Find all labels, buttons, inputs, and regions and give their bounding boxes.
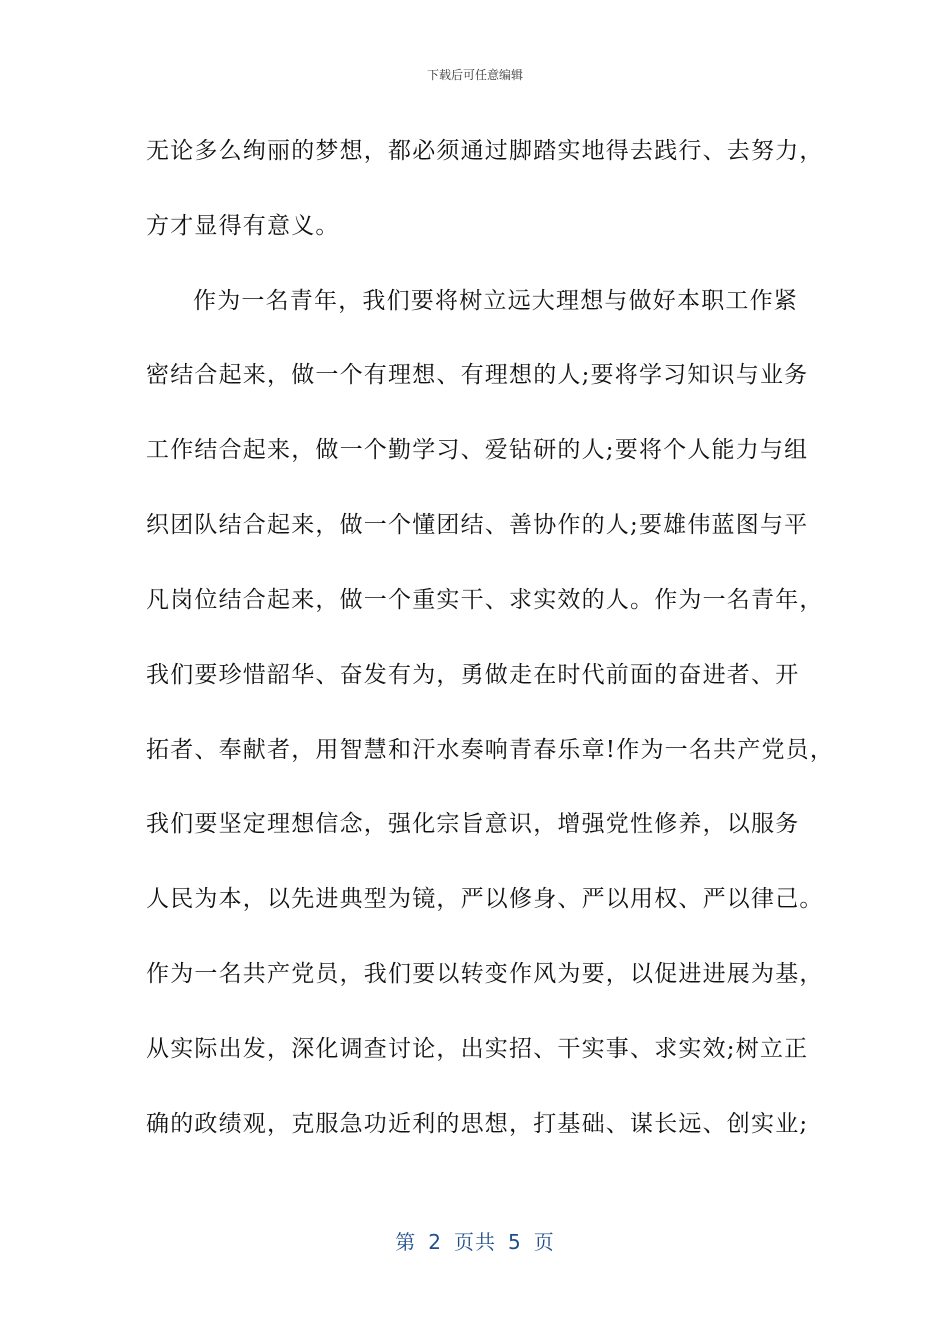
- paragraph-line: 拓者、奉献者，用智慧和汗水奏响青春乐章!作为一名共产党员，: [146, 737, 835, 763]
- paragraph-line: 密结合起来，做一个有理想、有理想的人;要将学习知识与业务: [146, 362, 809, 388]
- total-page-count: 5: [508, 1230, 522, 1254]
- paragraph-line: 凡岗位结合起来，做一个重实干、求实效的人。作为一名青年，: [146, 587, 824, 613]
- paragraph-line: 从实际出发，深化调查讨论，出实招、干实事、求实效;树立正: [146, 1036, 809, 1062]
- paragraph-line: 我们要珍惜韶华、奋发有为，勇做走在时代前面的奋进者、开: [146, 662, 800, 688]
- paragraph-line: 作为一名青年，我们要将树立远大理想与做好本职工作紧: [193, 288, 798, 314]
- page-header-note: 下载后可任意编辑: [426, 68, 523, 82]
- paragraph-line: 确的政绩观，克服急功近利的思想，打基础、谋长远、创实业;: [146, 1111, 809, 1137]
- footer-label-ye: 页: [533, 1230, 555, 1254]
- paragraph-line: 我们要坚定理想信念，强化宗旨意识，增强党性修养，以服务: [146, 811, 800, 837]
- paragraph-line: 无论多么绚丽的梦想，都必须通过脚踏实地得去践行、去努力，: [146, 138, 824, 164]
- paragraph-line: 人民为本，以先进典型为镜，严以修身、严以用权、严以律己。: [146, 886, 824, 912]
- footer-label-di: 第: [395, 1230, 417, 1254]
- paragraph-line: 作为一名共产党员，我们要以转变作风为要，以促进进展为基，: [146, 961, 824, 987]
- paragraph-line: 织团队结合起来，做一个懂团结、善协作的人;要雄伟蓝图与平: [146, 512, 809, 538]
- current-page-number: 2: [428, 1230, 442, 1254]
- page-number-footer: [0, 1226, 950, 1255]
- footer-label-ye-gong: 页共: [454, 1230, 496, 1254]
- paragraph-line: 工作结合起来，做一个勤学习、爱钻研的人;要将个人能力与组: [146, 437, 809, 463]
- paragraph-line: 方才显得有意义。: [146, 213, 340, 239]
